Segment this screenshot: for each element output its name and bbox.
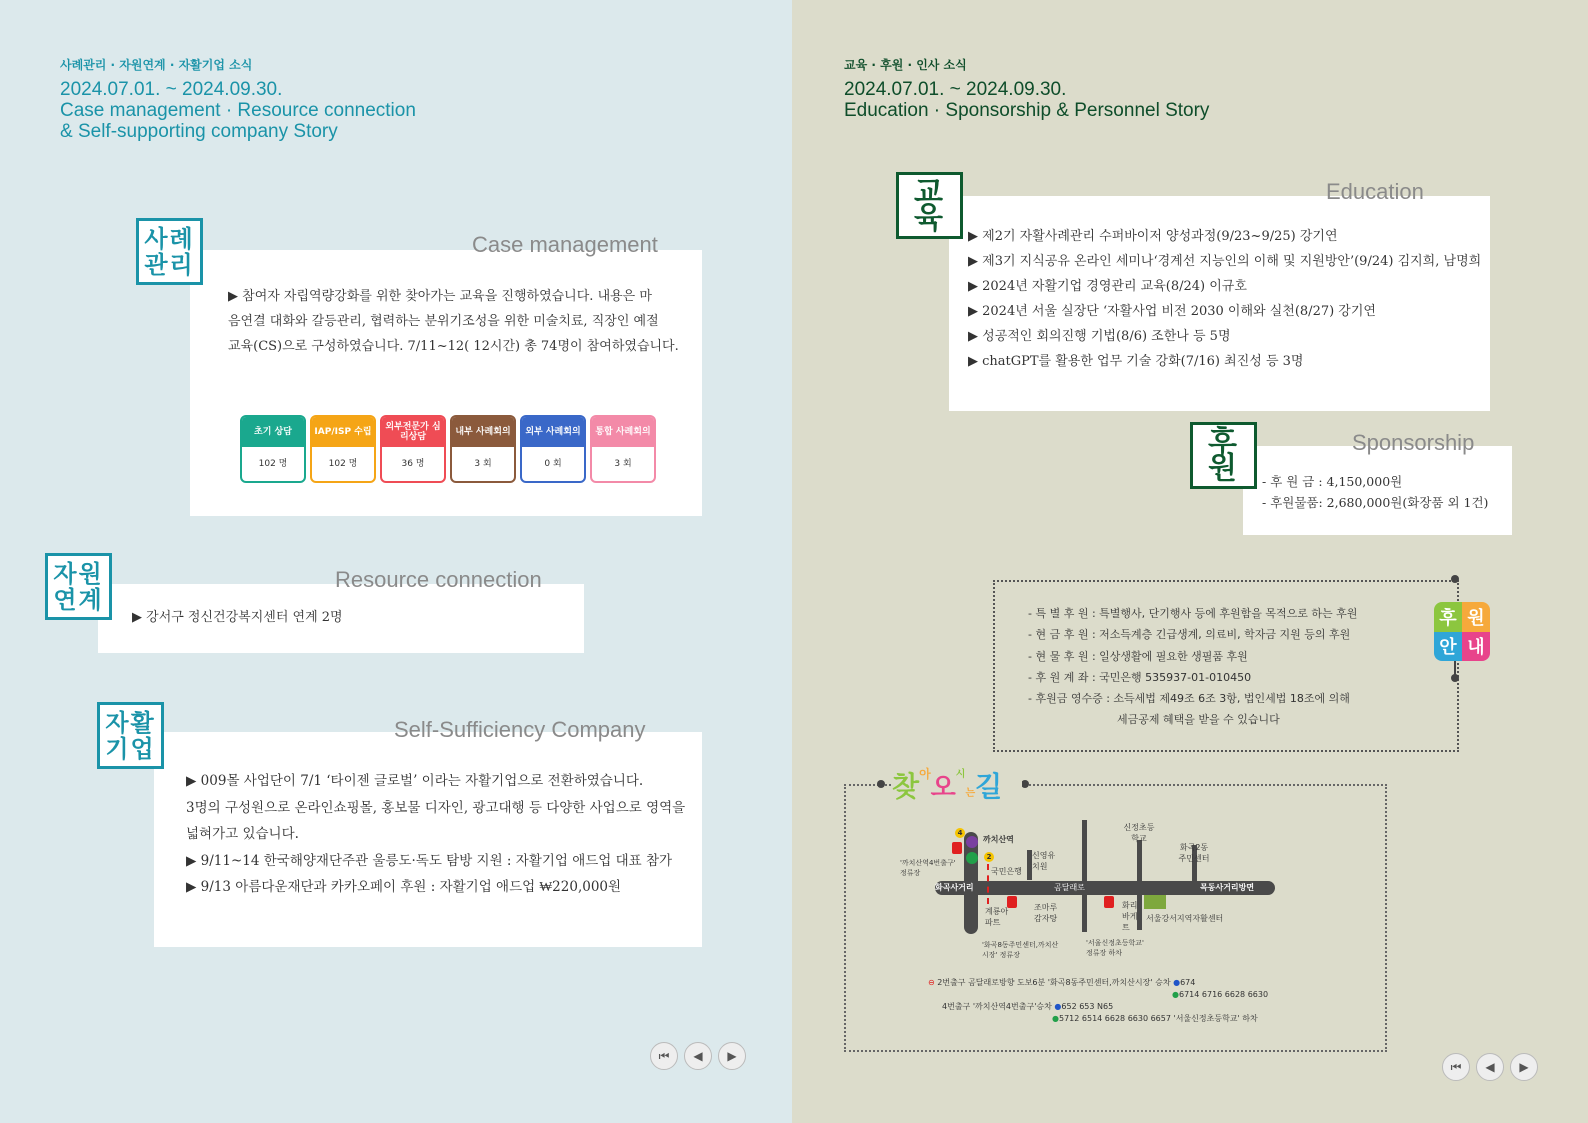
blue-bus-icon: ● <box>1173 978 1181 987</box>
map-dot <box>877 780 885 788</box>
left-header-small: 사례관리 · 자원연계 · 자활기업 소식 <box>60 58 253 72</box>
guide-item: - 특 별 후 원 : 특별행사, 단기행사 등에 후원함을 목적으로 하는 후원 <box>1028 607 1358 620</box>
guide-item: - 현 물 후 원 : 일상생활에 필요한 생필품 후원 <box>1028 649 1248 663</box>
stat-value: 0 회 <box>544 459 562 469</box>
center-building-icon <box>1144 895 1166 909</box>
education-tag: 교육 <box>896 172 963 239</box>
case-body-line: 음연결 대화와 갈등관리, 협력하는 분위기조성을 위한 미술치료, 직장인 예절 <box>228 314 659 329</box>
left-header <box>60 56 416 142</box>
legend-line: 4번출구 '까치산역4번출구'승차 <box>942 1002 1052 1011</box>
company-body-line: ▶ 9/13 아름다운재단과 카카오페이 후원 : 자활기업 애드업 ₩220,000원 <box>186 879 622 895</box>
prev-page-icon[interactable]: ◀ <box>684 1042 712 1070</box>
bus-stop-icon <box>952 842 962 854</box>
dir-title-char: 찾 <box>892 770 920 803</box>
next-page-icon[interactable]: ▶ <box>1510 1053 1538 1081</box>
education-title: Education <box>1326 179 1424 204</box>
map-label-kindergarten: 신영유치원 <box>1032 851 1056 871</box>
case-management-title: Case management <box>472 232 658 257</box>
education-list <box>968 224 1481 374</box>
map-label-center: 서울강서지역자활센터 <box>1146 914 1224 923</box>
map-label-community: 화곡2동주민센터 <box>1178 843 1210 863</box>
green-bus-icon: ● <box>1052 1014 1059 1023</box>
education-item: ▶ 2024년 서울 실장단 ‘자활사업 비전 2030 이해와 실천(8/27) 강기연 <box>968 304 1376 319</box>
right-page-nav <box>1442 1053 1542 1083</box>
right-header-small: 교육 · 후원 · 인사 소식 <box>844 58 967 72</box>
stat-value: 3 회 <box>474 459 492 469</box>
legend-line: 5712 6514 6628 6630 6657 '서울신정초등학교' 하차 <box>1058 1014 1258 1023</box>
dir-title-char: 아 <box>919 767 931 781</box>
guide-item: 세금공제 혜택을 받을 수 있습니다 <box>1117 713 1280 727</box>
case-management-body <box>228 284 679 359</box>
map-label-bank: 국민은행 <box>991 867 1022 876</box>
road-side <box>1082 820 1087 932</box>
company-body-line: ▶ 9/11~14 한국해양재단주관 울릉도·독도 탐방 지원 : 자활기업 애드업 대표 참가 <box>186 852 673 869</box>
left-page-nav <box>650 1042 750 1072</box>
map-label-left-end: 화곡사거리 <box>935 883 974 892</box>
resource-tag-line1: 자원 <box>53 559 104 588</box>
guide-item: - 후원금 영수증 : 소득세법 제49조 6조 3항, 법인세법 18조에 의해 <box>1028 692 1350 706</box>
stat-label: IAP/ISP 수립 <box>312 417 374 447</box>
stat-box <box>380 415 446 483</box>
case-body-line: ▶ 참여자 자립역량강화를 위한 찾아가는 교육을 진행하였습니다. 내용은 마 <box>228 289 652 304</box>
stat-box <box>520 415 586 483</box>
sponsorship-tag: 후원 <box>1190 422 1257 489</box>
left-page <box>0 0 792 1123</box>
stat-label: 외부전문가 심리상담 <box>382 417 444 447</box>
stat-value: 36 명 <box>401 459 425 469</box>
map-label-stop3: '서울신정초등학교' 정류장 하차 <box>1086 939 1144 957</box>
exit-4-badge: 4 <box>955 828 965 838</box>
company-tag-line1: 자활 <box>105 708 156 737</box>
case-tag-line1: 사례 <box>144 224 195 253</box>
stat-label: 외부 사례회의 <box>522 417 584 447</box>
education-item: ▶ 2024년 자활기업 경영관리 교육(8/24) 이규호 <box>968 279 1247 294</box>
donation-guide-list <box>1028 603 1357 731</box>
map-label-stop2: '화곡8동주민센터,까치산시장' 정류장 <box>982 941 1059 959</box>
stat-value: 102 명 <box>258 459 288 469</box>
sponsorship-item: - 후 원 금 : 4,150,000원 <box>1262 474 1403 489</box>
right-page <box>792 0 1588 1123</box>
badge-char: 원 <box>1462 602 1490 632</box>
case-tag-line2: 관리 <box>144 250 195 279</box>
badge-char: 안 <box>1434 632 1462 662</box>
case-body-line: 교육(CS)으로 구성하였습니다. 7/11~12( 12시간) 총 74명이 참여하였습니다. <box>228 339 679 354</box>
donation-guide-badge <box>1434 602 1490 661</box>
map-label-station: 까치산역 <box>983 835 1014 844</box>
dir-title-char: 오 <box>930 773 956 803</box>
left-header-date: 2024.07.01. ~ 2024.09.30. <box>60 79 283 100</box>
company-body-line: ▶ 009몰 사업단이 7/1 ‘타이젠 글로벌’ 이라는 자활기업으로 전환하였습니다. <box>186 773 644 789</box>
sponsorship-list <box>1262 471 1488 513</box>
prev-page-icon[interactable]: ◀ <box>1476 1053 1504 1081</box>
company-tag-line2: 기업 <box>105 734 156 763</box>
right-header <box>844 56 1209 121</box>
company-body <box>186 768 685 901</box>
stat-value: 3 회 <box>614 459 632 469</box>
case-management-tag <box>136 218 203 285</box>
stat-value: 102 명 <box>328 459 358 469</box>
guide-item: - 현 금 후 원 : 저소득계층 긴급생계, 의료비, 학자금 지원 등의 후원 <box>1028 628 1351 642</box>
exit-2-badge: 2 <box>984 852 994 862</box>
guide-connector <box>1454 661 1456 679</box>
subway-line2-icon <box>966 852 978 864</box>
map-label-stop1: '까치산역4번출구' 정류장 <box>900 859 956 877</box>
education-item: ▶ chatGPT를 활용한 업무 기술 강화(7/16) 최진성 등 3명 <box>968 354 1304 369</box>
directions-title <box>892 765 1022 801</box>
stat-box <box>590 415 656 483</box>
dir-title-char: 길 <box>975 770 1003 803</box>
legend-line: 674 <box>1180 978 1196 987</box>
sponsorship-item: - 후원물품: 2,680,000원(화장품 외 1건) <box>1262 495 1489 510</box>
green-bus-icon: ● <box>1172 990 1179 999</box>
map-label-apt: 계룡아파트 <box>985 907 1009 927</box>
map-label-right-end: 목동사거리방면 <box>1200 883 1255 892</box>
blue-bus-icon: ● <box>1054 1002 1062 1011</box>
left-header-line3: & Self-supporting company Story <box>60 121 338 142</box>
map-label-bakery: 화리바게트 <box>1122 901 1138 932</box>
guide-dot <box>1451 575 1459 583</box>
resource-connection-tag <box>45 553 112 620</box>
directions-legend <box>928 977 1268 1025</box>
dir-title-char: 는 <box>965 788 976 799</box>
subway-station-icon <box>966 836 978 848</box>
first-page-icon[interactable]: ⏮ <box>1442 1053 1470 1081</box>
right-header-date: 2024.07.01. ~ 2024.09.30. <box>844 79 1067 100</box>
stat-label: 내부 사례회의 <box>452 417 514 447</box>
legend-line: 6714 6716 6628 6630 <box>1178 990 1269 999</box>
badge-char: 내 <box>1462 632 1490 662</box>
dir-title-char: 시 <box>955 769 966 780</box>
map-dot <box>1021 780 1029 788</box>
resource-connection-title: Resource connection <box>335 567 542 592</box>
left-header-line2: Case management · Resource connection <box>60 100 416 121</box>
stat-box <box>310 415 376 483</box>
map-label-road: 곰달래로 <box>1054 883 1085 892</box>
education-item: ▶ 성공적인 회의진행 기법(8/6) 조한나 등 5명 <box>968 329 1231 344</box>
bus-stop-icon <box>1104 896 1114 908</box>
guide-item: - 후 원 계 좌 : 국민은행 535937-01-010450 <box>1028 670 1252 684</box>
education-item: ▶ 제3기 지식공유 온라인 세미나‘경계선 지능인의 이해 및 지원방안’(9/24) 김지희, 남명희 <box>968 254 1482 269</box>
first-page-icon[interactable]: ⏮ <box>650 1042 678 1070</box>
badge-char: 후 <box>1434 602 1462 632</box>
company-body-line: 3명의 구성원으로 온라인쇼핑몰, 홍보물 디자인, 광고대행 등 다양한 사업으로 영역을 <box>186 799 686 816</box>
sponsorship-title: Sponsorship <box>1352 430 1475 455</box>
stat-box <box>240 415 306 483</box>
map-label-school: 신정초등학교 <box>1123 823 1155 843</box>
right-header-line2: Education · Sponsorship & Personnel Story <box>844 100 1210 121</box>
resource-connection-body: ▶ 강서구 정신건강복지센터 연계 2명 <box>132 610 343 625</box>
bus-icon: ⊖ <box>928 978 938 987</box>
resource-tag-line2: 연계 <box>53 585 104 614</box>
legend-line: 652 653 N65 <box>1061 1002 1114 1011</box>
company-title: Self-Sufficiency Company <box>394 717 646 742</box>
company-tag <box>97 702 164 769</box>
education-item: ▶ 제2기 자활사례관리 수퍼바이저 양성과정(9/23~9/25) 강기연 <box>968 229 1338 244</box>
stat-label: 초기 상담 <box>242 417 304 447</box>
company-body-line: 넓혀가고 있습니다. <box>186 826 299 842</box>
stat-label: 통합 사례회의 <box>592 417 654 447</box>
legend-line: 2번출구 곰달래로방향 도보6분 '화곡8동주민센터,까치산시장' 승차 <box>937 978 1171 987</box>
next-page-icon[interactable]: ▶ <box>718 1042 746 1070</box>
map-label-restaurant: 조마루감자탕 <box>1034 903 1058 923</box>
stat-box <box>450 415 516 483</box>
